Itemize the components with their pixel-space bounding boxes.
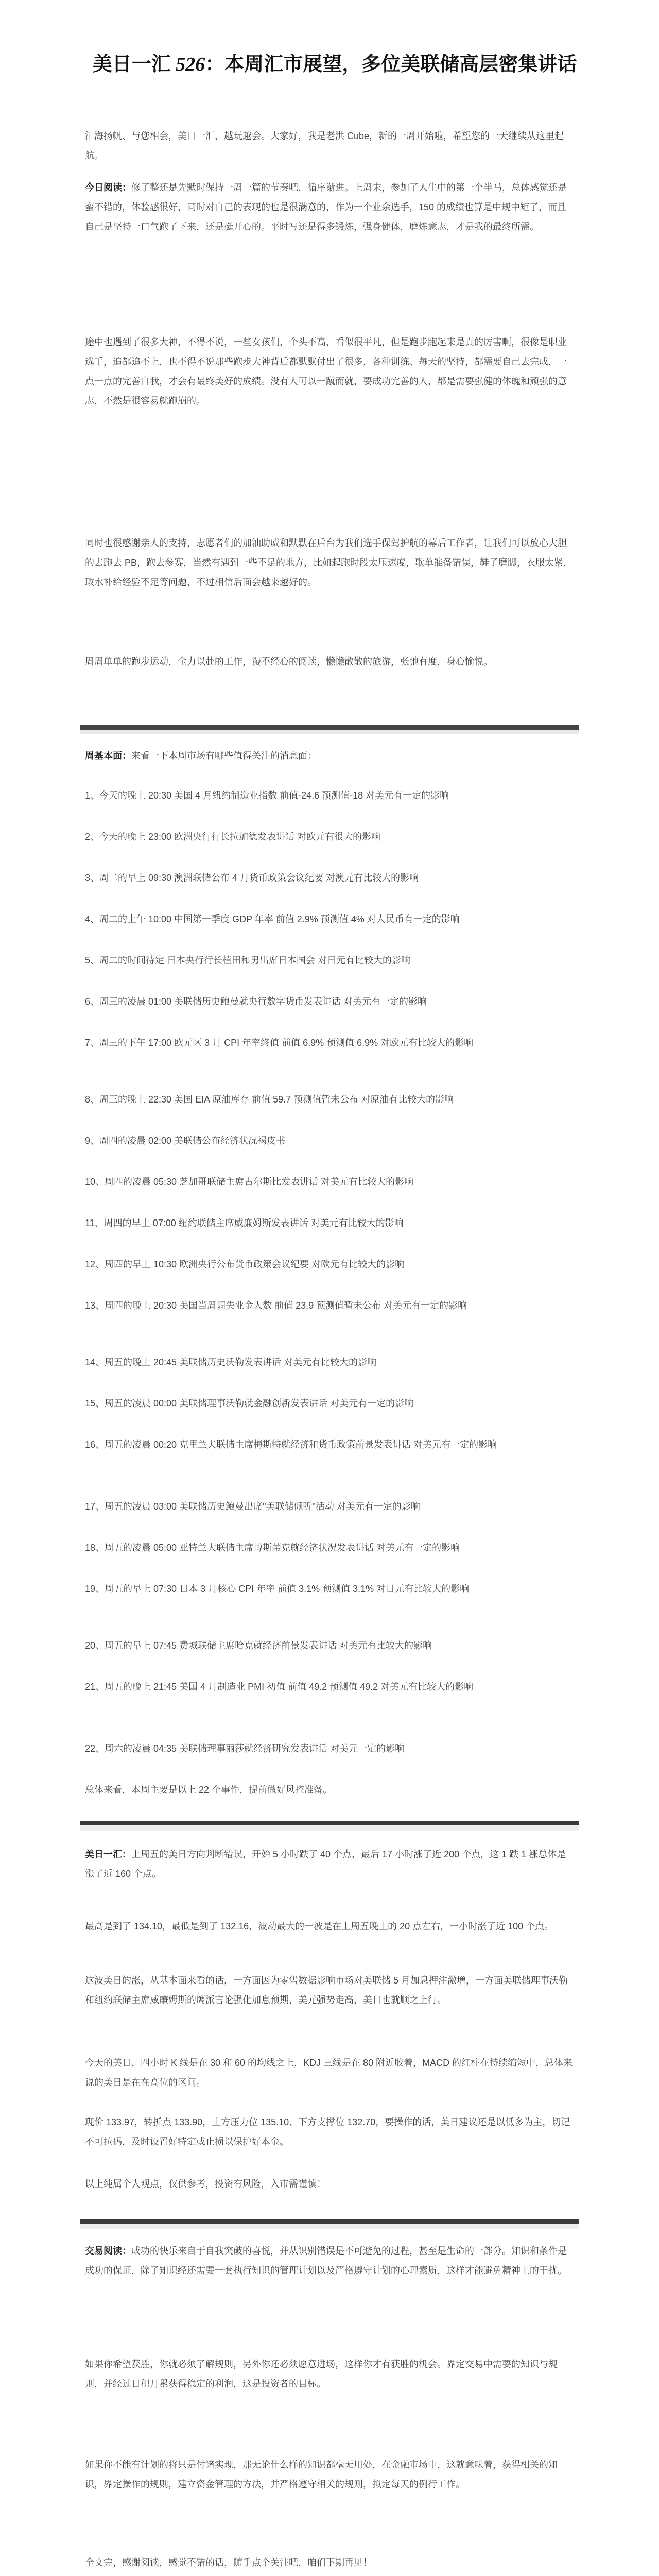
calendar-item-19 bbox=[85, 1579, 574, 1599]
calendar-item-text: 18、周五的凌晨 05:00 亚特兰大联储主席博斯蒂克就经济状况发表讲话 对美元有一定的影响 bbox=[85, 1543, 460, 1553]
review-p1 bbox=[85, 1844, 574, 1884]
review-p6-block bbox=[85, 2174, 574, 2194]
title-suffix: ：本周汇市展望，多位美联储高层密集讲话 bbox=[205, 54, 577, 75]
calendar-item-5 bbox=[85, 951, 574, 970]
calendar-item-22 bbox=[85, 1739, 574, 1758]
trading-p4-block bbox=[85, 2553, 574, 2572]
intro-p1 bbox=[85, 178, 574, 236]
intro-p2: 途中也遇到了很多大神，不得不说，一些女孩们，个头不高，看似很平凡，但是跑步跑起来是真的厉害啊，很像是职业选手，追都追不上，也不得不说那些跑步大神背后都默默付出了很多，各种训练、每天的坚持，都需要自己去完成，一点一点的完善自我，才会有最终美好的成绩。没有人可以一蹴而就，要成功完善的人，都是需要强健的体魄和顽强的意志，不然是很容易就跑崩的。 bbox=[85, 337, 567, 406]
calendar-item-11 bbox=[85, 1213, 574, 1233]
trading-p3: 如果你不能有计划的将只是付诸实现，那无论什么样的知识都毫无用处，在金融市场中，这就意味着，获得相关的知识，界定操作的规则，建立资金管理的方法，并严格遵守相关的规则，拟定每天的例行工作。 bbox=[85, 2460, 558, 2489]
calendar-item-text: 12、周四的早上 10:30 欧洲央行公布货币政策会议纪要 对欧元有比较大的影响 bbox=[85, 1259, 405, 1269]
calendar-item-17 bbox=[85, 1497, 574, 1516]
trading-p2: 如果你希望获胜，你就必须了解规则，另外你还必须愿意进场，这样你才有获胜的机会。界定交易中需要的知识与规则，并经过日积月累获得稳定的利润，这是投资者的目标。 bbox=[85, 2359, 558, 2389]
calendar-item-text: 10、周四的凌晨 05:30 芝加哥联储主席古尔斯比发表讲话 对美元有比较大的影响 bbox=[85, 1177, 414, 1187]
trading-p1-block bbox=[85, 2241, 574, 2280]
calendar-item-text: 1、今天的晚上 20:30 美国 4 月纽约制造业指数 前值-24.6 预测值-18 对美元有一定的影响 bbox=[85, 790, 449, 801]
intro-label: 今日阅读： bbox=[85, 182, 131, 193]
calendar-item-text: 2、今天的晚上 23:00 欧洲央行行长拉加德发表讲话 对欧元有很大的影响 bbox=[85, 832, 381, 842]
calendar-item-text: 22、周六的凌晨 04:35 美联储理事丽莎就经济研究发表讲话 对美元一定的影响 bbox=[85, 1743, 405, 1754]
greeting-paragraph bbox=[85, 126, 574, 165]
calendar-item-text: 7、周三的下午 17:00 欧元区 3 月 CPI 年率终值 前值 6.9% 预测值 6.9% 对欧元有比较大的影响 bbox=[85, 1038, 474, 1048]
calendar-item-2 bbox=[85, 827, 574, 846]
calendar-item-text: 16、周五的凌晨 00:20 克里兰夫联储主席梅斯特就经济和货币政策前景发表讲话 对美元有一定的影响 bbox=[85, 1439, 497, 1450]
trading-p4: 全文完，感谢阅读，感觉不错的话，随手点个关注吧，咱们下期再见！ bbox=[85, 2557, 372, 2568]
title-prefix: 美日一汇 bbox=[92, 54, 176, 75]
intro-p3: 同时也很感谢亲人的支持，志愿者们的加油助威和默默在后台为我们选手保驾护航的幕后工作者，让我们可以放心大胆的去跑去 PB，跑去参赛，当然有遇到一些不足的地方，比如起跑时段太压速度，歌单准备错误，鞋子磨脚，衣服太紧，取水补给经验不足等问题，不过相信后面会越来越好的。 bbox=[85, 538, 573, 587]
section-divider bbox=[80, 1821, 579, 1831]
calendar-item-14 bbox=[85, 1352, 574, 1372]
review-p4-block bbox=[85, 2053, 574, 2092]
calendar-item-text: 8、周三的晚上 22:30 美国 EIA 原油库存 前值 59.7 预测值暂未公布 对原油有比较大的影响 bbox=[85, 1094, 454, 1105]
calendar-item-text: 19、周五的早上 07:30 日本 3 月核心 CPI 年率 前值 3.1% 预测值 3.1% 对日元有比较大的影响 bbox=[85, 1584, 470, 1594]
calendar-item-13 bbox=[85, 1296, 574, 1315]
intro-p3-block bbox=[85, 533, 574, 592]
trading-p3-block bbox=[85, 2455, 574, 2494]
calendar-item-text: 14、周五的晚上 20:45 美联储历史沃勒发表讲话 对美元有比较大的影响 bbox=[85, 1357, 377, 1367]
calendar-item-18 bbox=[85, 1538, 574, 1557]
calendar-item-8 bbox=[85, 1090, 574, 1109]
calendar-item-6 bbox=[85, 992, 574, 1011]
calendar-item-text: 15、周五的凌晨 00:00 美联储理事沃勒就金融创新发表讲话 对美元有一定的影响 bbox=[85, 1398, 414, 1409]
calendar-tail-text: 总体来看，本周主要是以上 22 个事件，提前做好风控准备。 bbox=[85, 1785, 333, 1795]
calendar-item-text: 11、周四的早上 07:00 纽约联储主席威廉姆斯发表讲话 对美元有比较大的影响 bbox=[85, 1218, 404, 1228]
article-title bbox=[88, 49, 582, 80]
intro-section bbox=[85, 178, 574, 236]
calendar-item-text: 17、周五的凌晨 03:00 美联储历史鲍曼出席"美联储倾听"活动 对美元有一定的影响 bbox=[85, 1501, 420, 1512]
calendar-item-10 bbox=[85, 1172, 574, 1192]
calendar-item-15 bbox=[85, 1394, 574, 1413]
review-p3: 这波美日的涨，从基本面来看的话，一方面因为零售数据影响市场对美联储 5 月加息押注激增，一方面美联储理事沃勒和纽约联储主席威廉姆斯的鹰派言论强化加息预期，美元强势走高，美日也就顺之上行。 bbox=[85, 1975, 568, 2005]
calendar-item-text: 6、周三的凌晨 01:00 美联储历史鲍曼就央行数字货币发表讲话 对美元有一定的影响 bbox=[85, 996, 427, 1007]
calendar-item-12 bbox=[85, 1255, 574, 1274]
calendar-item-text: 21、周五的晚上 21:45 美国 4 月制造业 PMI 初值 前值 49.2 预测值 49.2 对美元有比较大的影响 bbox=[85, 1682, 474, 1692]
calendar-section bbox=[85, 746, 574, 766]
title-issue-number: 526 bbox=[176, 54, 205, 75]
review-p1-block bbox=[85, 1844, 574, 1884]
section-divider bbox=[80, 725, 579, 734]
calendar-tail bbox=[85, 1780, 574, 1800]
trading-p1 bbox=[85, 2241, 574, 2280]
calendar-item-21 bbox=[85, 1677, 574, 1697]
calendar-item-text: 3、周二的早上 09:30 澳洲联储公布 4 月货币政策会议纪要 对澳元有比较大的影响 bbox=[85, 873, 419, 883]
trading-p2-block bbox=[85, 2354, 574, 2394]
calendar-item-1 bbox=[85, 786, 574, 805]
review-p1-text: 上周五的美日方向判断错误，开始 5 小时跌了 40 个点，最后 17 小时涨了近 200 个点，这 1 跌 1 涨总体是涨了近 160 个点。 bbox=[85, 1849, 566, 1879]
review-p5-block bbox=[85, 2112, 574, 2151]
calendar-item-text: 4、周二的上午 10:00 中国第一季度 GDP 年率 前值 2.9% 预测值 4% 对人民币有一定的影响 bbox=[85, 914, 460, 924]
calendar-head-text: 来看一下本周市场有哪些值得关注的消息面： bbox=[131, 751, 317, 761]
section-divider bbox=[80, 2219, 579, 2229]
calendar-item-text: 5、周二的时间待定 日本央行行长植田和男出席日本国会 对日元有比较大的影响 bbox=[85, 955, 411, 965]
calendar-item-20 bbox=[85, 1636, 574, 1655]
review-p2: 最高是到了 134.10，最低是到了 132.16，波动最大的一波是在上周五晚上的 20 点左右，一小时涨了近 100 个点。 bbox=[85, 1921, 554, 1931]
intro-p4: 周周单单的跑步运动，全力以赴的工作，漫不经心的阅读，懒懒散散的旅游，张弛有度，身心愉悦。 bbox=[85, 656, 493, 667]
review-p5: 现价 133.97，转折点 133.90，上方压力位 135.10、下方支撑位 132.70，要操作的话，美日建议还是以低多为主，切记不可拉码，及时设置好特定或止损以保护好本金。 bbox=[85, 2117, 570, 2147]
intro-p4-block bbox=[85, 652, 574, 671]
review-p6: 以上纯属个人观点，仅供参考，投资有风险，入市需谨慎！ bbox=[85, 2179, 326, 2189]
calendar-item-4 bbox=[85, 909, 574, 929]
calendar-item-text: 9、周四的凌晨 02:00 美联储公布经济状况褐皮书 bbox=[85, 1136, 286, 1146]
calendar-item-text: 20、周五的早上 07:45 费城联储主席哈克就经济前景发表讲话 对美元有比较大的影响 bbox=[85, 1640, 432, 1651]
review-p3-block bbox=[85, 1971, 574, 2010]
calendar-item-text: 13、周四的晚上 20:30 美国当周调失业金人数 前值 23.9 预测值暂未公布 对美元有一定的影响 bbox=[85, 1300, 467, 1311]
calendar-item-7 bbox=[85, 1033, 574, 1053]
intro-p2-block bbox=[85, 332, 574, 411]
review-label: 美日一汇： bbox=[85, 1849, 131, 1859]
calendar-heading bbox=[85, 746, 574, 766]
trading-label: 交易阅读： bbox=[85, 2246, 131, 2256]
calendar-item-9 bbox=[85, 1131, 574, 1150]
calendar-item-16 bbox=[85, 1435, 574, 1454]
review-p2-block bbox=[85, 1917, 574, 1936]
greeting-text: 汇海扬帆、与您相会，美日一汇，越玩越会。大家好，我是老洪 Cube，新的一周开始啦，希望您的一天继续从这里起航。 bbox=[85, 131, 564, 161]
review-p4: 今天的美日，四小时 K 线是在 30 和 60 的均线之上，KDJ 三线是在 80 附近胶着，MACD 的红柱在持续缩短中，总体来说的美日是在在高位的区间。 bbox=[85, 2058, 573, 2088]
intro-p1-text: 修了整还是先默时保持一周一篇的节奏吧，循序渐进。上周末，参加了人生中的第一个半马，总体感觉还是蛮不错的，体验感很好，同时对自己的表现的也是很满意的，作为一个业余选手，150 的成绩也算是中规中矩了，而且自己是坚持一口气跑了下来，还是挺开心的。平时写还是得多锻炼，强身健体，磨炼意志，才是我的最终所需。 bbox=[85, 182, 567, 232]
calendar-label: 周基本面： bbox=[85, 751, 131, 761]
calendar-item-3 bbox=[85, 868, 574, 888]
trading-p1-text: 成功的快乐来自于自我突破的喜悦，并从识别错误是不可避免的过程，甚至是生命的一部分。知识和条件是成功的保证，除了知识经还需要一套执行知识的管理计划以及严格遵守计划的心理素质，这样才能避免精神上的干扰。 bbox=[85, 2246, 567, 2276]
